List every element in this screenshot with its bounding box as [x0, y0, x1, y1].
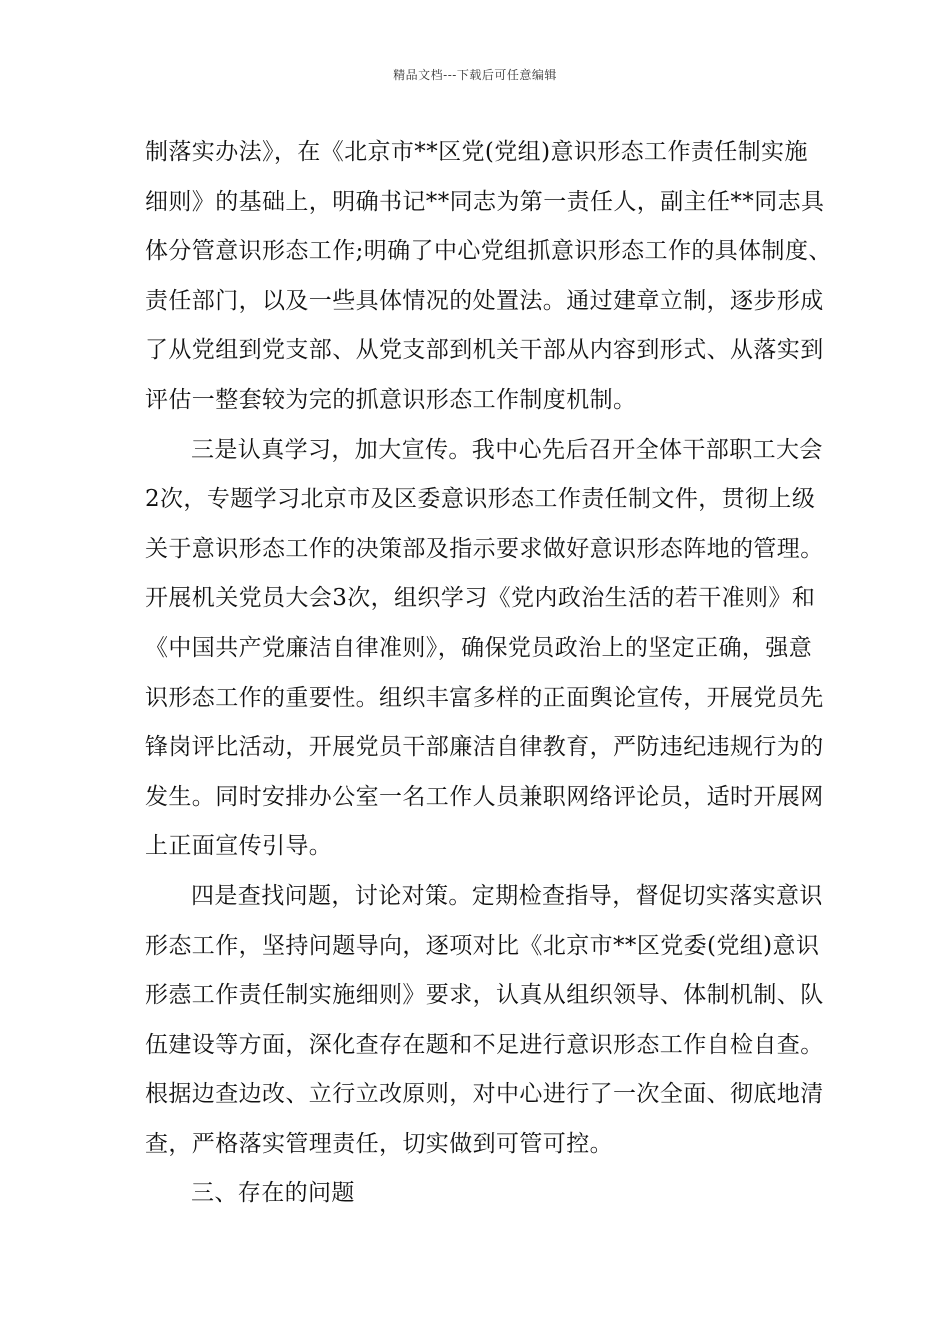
text-line: 查，严格落实管理责任，切实做到可管可控。 — [145, 1130, 613, 1157]
text-line: 伍建设等方面，深化查存在题和不足进行意识形态工作自检自查。 — [145, 1031, 824, 1058]
text-line: 四是查找问题，讨论对策。定期检查指导，督促切实落实意识 — [191, 882, 823, 909]
paragraph-study-publicity — [145, 426, 824, 872]
text-line: 责任部门，以及一些具体情况的处置法。通过建章立制，逐步形成 — [145, 287, 824, 314]
paragraph-continuation — [145, 128, 832, 426]
page-header: 精品文档---下载后可任意编辑 — [393, 68, 557, 82]
text-line: 三是认真学习，加大宣传。我中心先后召开全体干部职工大会 — [191, 436, 823, 463]
heading-line: 三、存在的问题 — [191, 1180, 355, 1207]
text-line: 制落实办法》，在《北京市**区党(党组)意识形态工作责任制实施 — [145, 139, 808, 165]
text-line: 锋岗评比活动，开展党员干部廉洁自律教育，严防违纪违规行为的 — [145, 734, 824, 761]
text-line: 关于意识形态工作的决策部及指示要求做好意识形态阵地的管理。 — [145, 535, 824, 562]
text-line: 形态工作，坚持问题导向，逐项对比《北京市**区党委(党组)意识 — [145, 932, 820, 959]
text-line: 评估一整套较为完的抓意识形态工作制度机制。 — [145, 386, 637, 413]
text-line: 开展机关党员大会3次，组织学习《党内政治生活的若干准则》和 — [145, 585, 816, 612]
section-heading — [145, 1169, 807, 1219]
text-line: 上正面宣传引导。 — [145, 833, 333, 860]
text-line: 细则》的基础上，明确书记**同志为第一责任人，副主任**同志具 — [145, 188, 825, 215]
text-line: 了从党组到党支部、从党支部到机关干部从内容到形式、从落实到 — [145, 337, 824, 364]
paragraph-find-problems — [145, 872, 824, 1170]
text-line: 根据边查边改、立行立改原则，对中心进行了一次全面、彻底地清 — [145, 1081, 824, 1108]
text-line: 体分管意识形态工作;明确了中心党组抓意识形态工作的具体制度、 — [145, 238, 832, 265]
text-line: 识形态工作的重要性。组织丰富多样的正面舆论宣传，开展党员先 — [145, 684, 824, 711]
document-body — [145, 128, 832, 1219]
text-line: 2次，专题学习北京市及区委意识形态工作责任制文件，贯彻上级 — [145, 486, 816, 513]
text-line: 《中国共产党廉洁自律准则》，确保党员政治上的坚定正确，强意 — [145, 634, 813, 661]
text-line: 发生。同时安排办公室一名工作人员兼职网络评论员，适时开展网 — [145, 783, 824, 810]
text-line: 形悫工作责任制实施细则》要求，认真从组织领导、体制机制、队 — [145, 982, 824, 1009]
